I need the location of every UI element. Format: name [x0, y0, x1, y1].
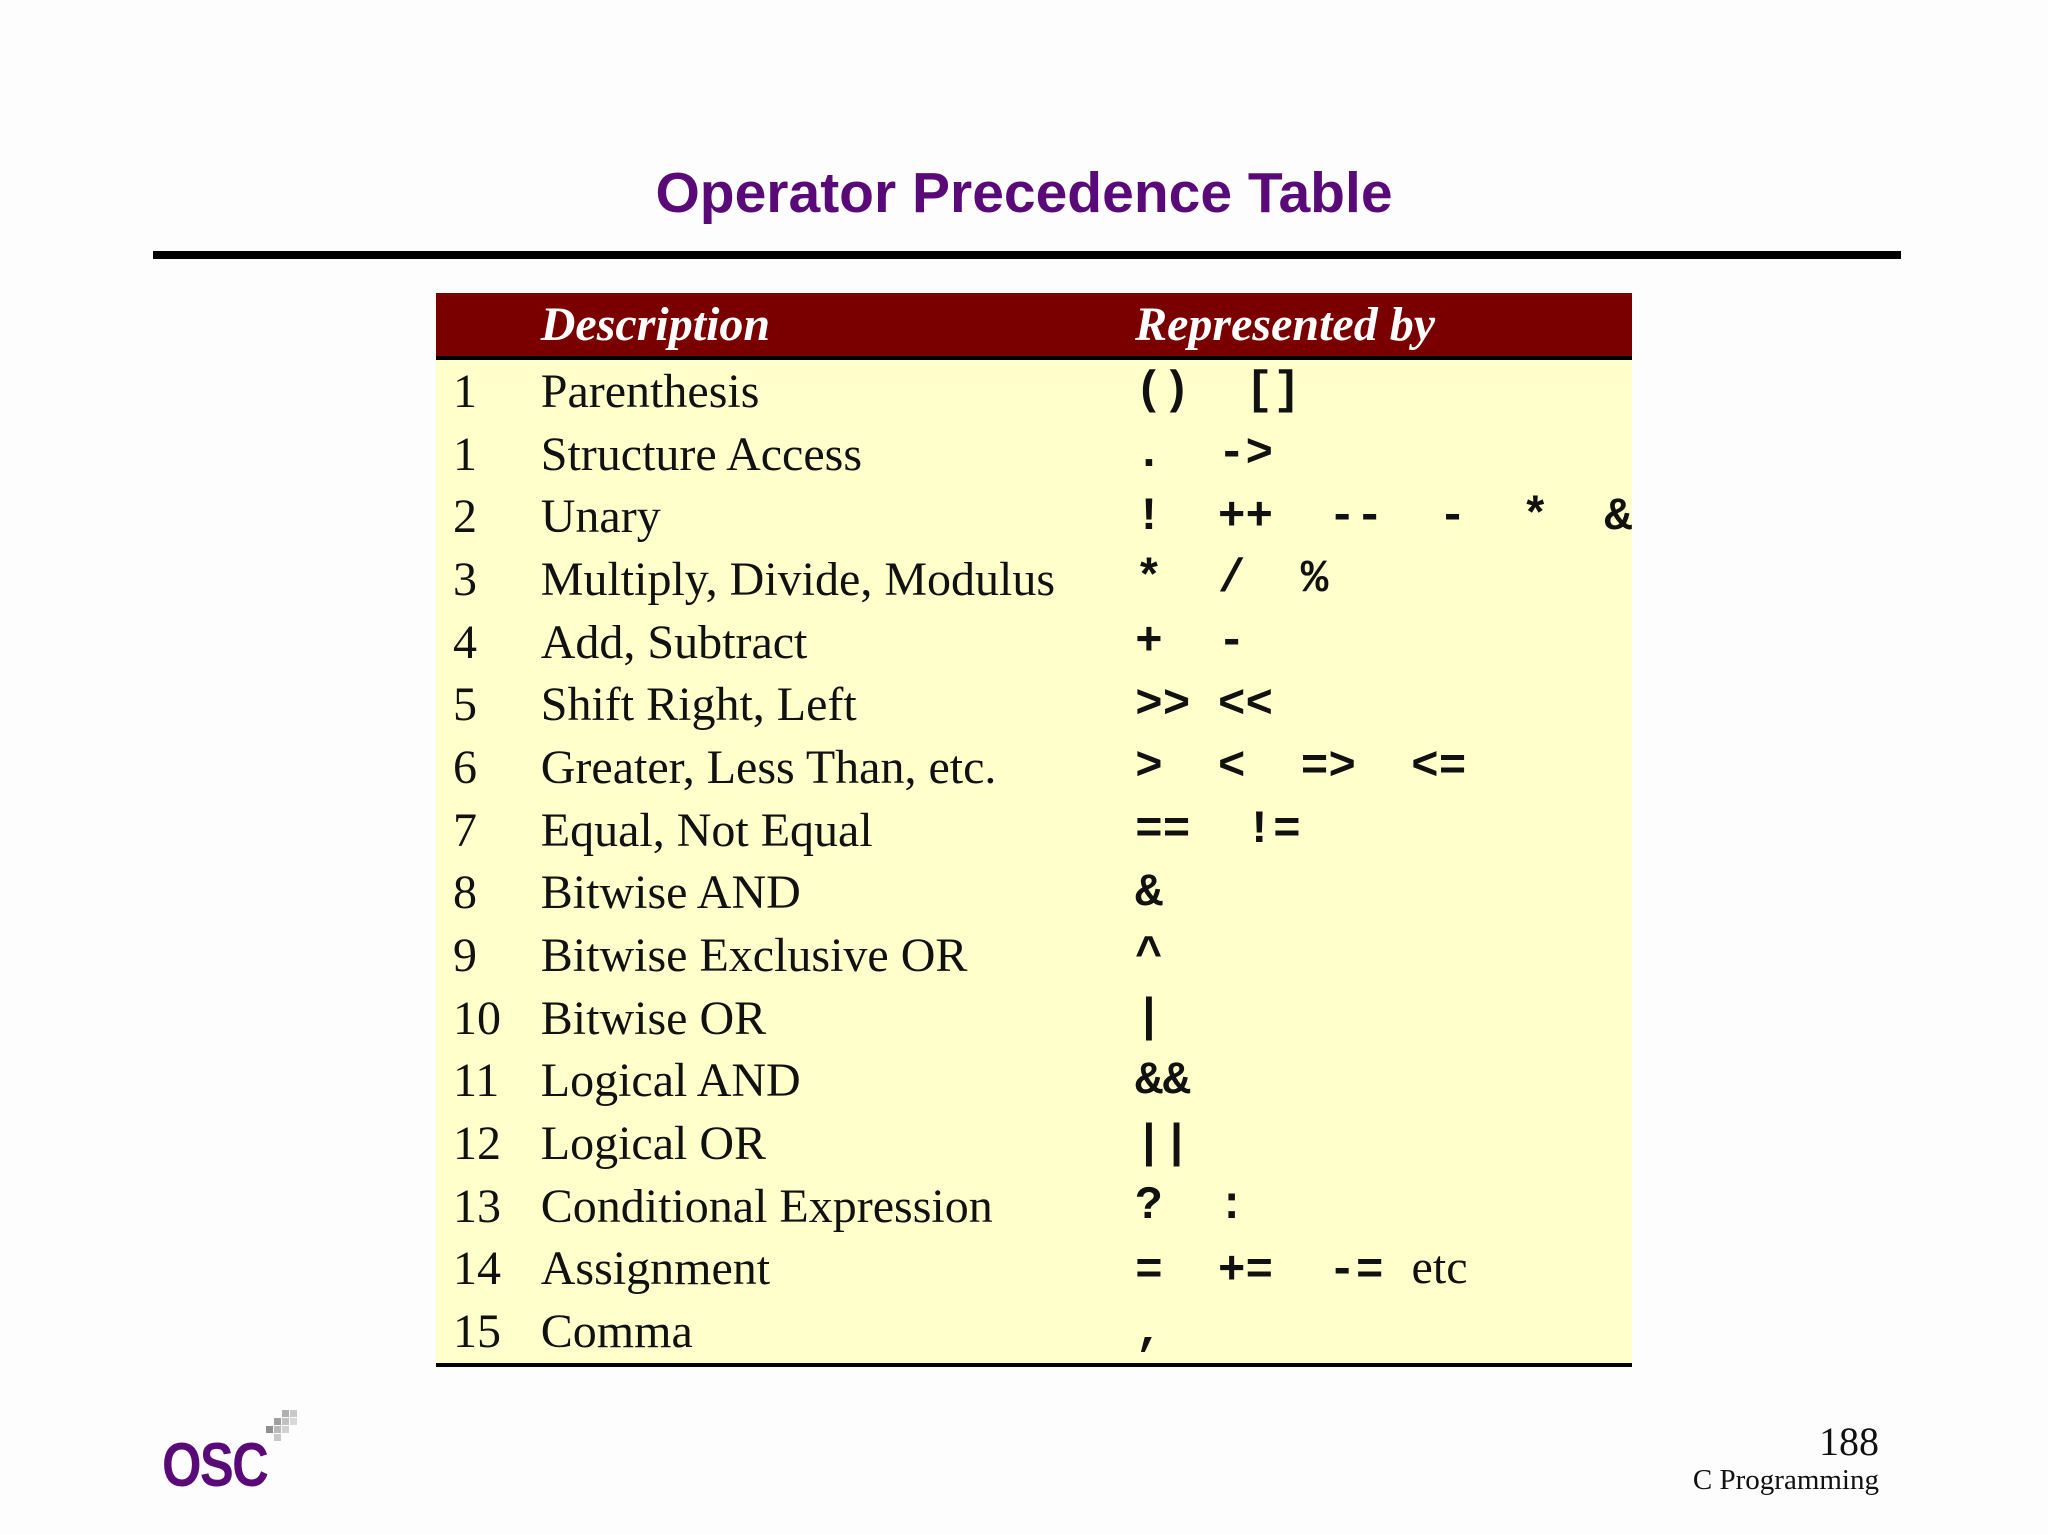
slide-title: Operator Precedence Table	[655, 161, 1393, 225]
table-row	[436, 736, 1632, 799]
operator-description: Conditional Expression	[540, 1179, 993, 1233]
operator-symbols-text: ,	[1135, 1305, 1163, 1358]
operator-description: Bitwise AND	[540, 866, 801, 920]
osc-logo	[162, 1410, 302, 1500]
header-represented-by: Represented by	[1135, 293, 1632, 358]
operator-symbols	[1135, 673, 1632, 736]
operator-description: Bitwise OR	[540, 991, 767, 1045]
precedence-table	[436, 293, 1632, 1367]
operator-symbols	[1135, 1175, 1632, 1238]
table-row	[436, 1300, 1632, 1365]
operator-symbols	[1135, 736, 1632, 799]
operator-symbols-text: &	[1135, 866, 1163, 919]
precedence-level: 3	[453, 552, 477, 606]
precedence-level: 9	[453, 929, 477, 983]
operator-suffix: etc	[1411, 1241, 1468, 1295]
operator-symbols-text: ! ++ -- - * &	[1135, 490, 1632, 543]
precedence-level: 1	[453, 364, 477, 418]
table-row	[436, 548, 1632, 611]
operator-symbols	[1135, 611, 1632, 674]
precedence-level: 8	[453, 866, 477, 920]
table-row	[436, 1112, 1632, 1175]
header-description: Description	[541, 293, 1135, 358]
operator-description: Logical AND	[540, 1054, 801, 1108]
title-divider	[153, 251, 1901, 259]
table-row	[436, 799, 1632, 862]
operator-symbols	[1135, 987, 1632, 1050]
precedence-level: 1	[453, 427, 477, 481]
footer-course-label: C Programming	[1692, 1464, 1879, 1496]
page-number: 188	[1819, 1419, 1879, 1464]
operator-description: Add, Subtract	[540, 615, 808, 669]
precedence-level: 7	[453, 803, 477, 857]
operator-description: Unary	[540, 490, 661, 544]
operator-description: Bitwise Exclusive OR	[540, 929, 968, 983]
operator-symbols	[1135, 485, 1632, 548]
operator-symbols	[1135, 1300, 1632, 1365]
operator-symbols	[1135, 1050, 1632, 1113]
precedence-level: 14	[453, 1242, 501, 1296]
precedence-level: 11	[453, 1054, 500, 1108]
operator-symbols-text: &&	[1135, 1054, 1191, 1107]
precedence-level: 13	[453, 1179, 501, 1233]
precedence-level: 15	[453, 1305, 501, 1359]
precedence-level: 12	[453, 1117, 501, 1171]
operator-description: Equal, Not Equal	[540, 803, 873, 857]
operator-symbols	[1135, 548, 1632, 611]
operator-symbols-text: * / %	[1135, 553, 1329, 606]
operator-symbols-text: > < => <=	[1135, 741, 1467, 794]
operator-symbols-text: + -	[1135, 616, 1246, 669]
table-row	[436, 485, 1632, 548]
operator-symbols	[1135, 924, 1632, 987]
operator-description: Logical OR	[540, 1117, 767, 1171]
operator-symbols-text: ||	[1135, 1117, 1191, 1170]
operator-symbols-text: . ->	[1135, 428, 1274, 481]
table-row	[436, 673, 1632, 736]
operator-symbols-text: ? :	[1135, 1180, 1246, 1233]
operator-symbols-text: >> <<	[1135, 678, 1274, 731]
table-header-row	[436, 293, 1632, 358]
operator-symbols	[1135, 358, 1632, 423]
table-row	[436, 862, 1632, 925]
operator-symbols-text: () []	[1135, 365, 1301, 418]
operator-description: Greater, Less Than, etc.	[540, 740, 997, 794]
precedence-level: 2	[453, 490, 477, 544]
table-row	[436, 1050, 1632, 1113]
operator-symbols-text: |	[1135, 992, 1163, 1045]
precedence-level: 4	[453, 615, 477, 669]
operator-symbols-text: ^	[1135, 929, 1163, 982]
operator-symbols	[1135, 862, 1632, 925]
operator-symbols	[1135, 423, 1632, 486]
table-row	[436, 1238, 1632, 1301]
operator-description: Assignment	[540, 1242, 771, 1296]
table-row	[436, 1175, 1632, 1238]
operator-description: Shift Right, Left	[540, 678, 857, 732]
operator-description: Structure Access	[540, 427, 862, 481]
table-row	[436, 358, 1632, 423]
table-row	[436, 611, 1632, 674]
table-row	[436, 924, 1632, 987]
logo-text: OSC	[162, 1431, 268, 1500]
operator-symbols	[1135, 799, 1632, 862]
precedence-level: 10	[453, 991, 501, 1045]
table-row	[436, 987, 1632, 1050]
operator-symbols	[1135, 1112, 1632, 1175]
operator-description: Comma	[540, 1305, 693, 1359]
header-level	[436, 293, 541, 358]
precedence-level: 6	[453, 740, 477, 794]
precedence-level: 5	[453, 678, 477, 732]
table-row	[436, 423, 1632, 486]
operator-symbols-text: == !=	[1135, 804, 1301, 857]
operator-symbols-text: = += -=	[1135, 1245, 1384, 1298]
operator-symbols	[1135, 1238, 1632, 1301]
operator-description: Multiply, Divide, Modulus	[540, 552, 1056, 606]
operator-description: Parenthesis	[540, 364, 760, 418]
